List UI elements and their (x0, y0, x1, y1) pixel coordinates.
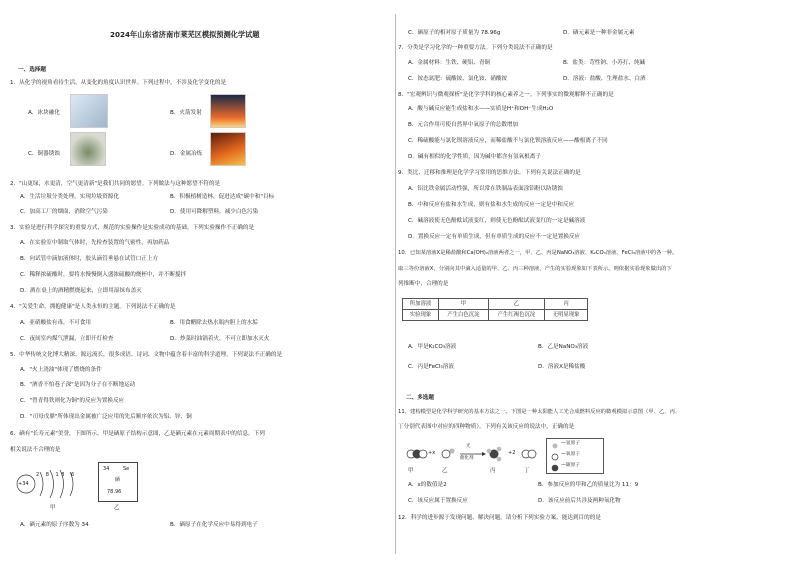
rocket-launch-image (210, 94, 246, 128)
q10-option-a: A．甲是K₂CO₃溶液 (408, 344, 457, 350)
bronze-vessel-image (70, 132, 106, 166)
table-row (403, 299, 588, 310)
q4-option-a: A．亚硝酸盐有毒，不可食用 (20, 320, 91, 326)
q11-stem-line2: 丁分别代表图中对应的四种物质）。下列有关该反应的说法中，正确的是 (398, 424, 575, 430)
q10-stem-line1: 10．已知某溶液X是稀盐酸和Ca(OH)₂溶液两者之一，甲、乙、丙是NaNO₃溶液、K₂CO₃溶液、FeCl₃溶液中的各一种。 (398, 250, 678, 256)
q6-option-a: A．硒元素的原子序数为 34 (20, 522, 89, 528)
table-cell: 甲 (439, 299, 489, 310)
coefficient-x: +x (428, 450, 436, 456)
q11-option-c: C．该反应属于置换反应 (408, 498, 468, 504)
table-cell: 产生红褐色沉淀 (488, 310, 544, 321)
cell-mass: 78.96 (107, 489, 122, 495)
ice-melting-image (70, 94, 108, 128)
label-jia: 甲 (408, 468, 414, 474)
coefficient-2: +2 (508, 450, 516, 456)
q3-option-b: B．向试管中滴加液体时，胶头滴管垂悬在试管口正上方 (20, 256, 159, 262)
q5-option-d: D．"司母戊鼎"所体现出金属被广泛应用的先后顺序依次为铝、锌、铜 (20, 414, 192, 420)
atom-shell-label: 2 8 18 6 (36, 472, 77, 478)
label-ding: 丁 (524, 468, 530, 474)
q7-option-b: B．盐类：苛性钠、小苏打、纯碱 (563, 60, 646, 66)
arrow-label-light: 光 (466, 444, 471, 449)
label-bing: 丙 (490, 468, 496, 474)
arrow-label-catalyst: 催化剂 (460, 456, 474, 461)
q11-option-b: B．参加反应的甲和乙的质量比为 11：9 (538, 482, 639, 488)
legend-box (546, 438, 604, 474)
column-divider (395, 14, 396, 554)
q8-option-b: B．元合作用可使自然界中氧原子的总数增加 (408, 122, 519, 128)
q10-option-c: C．丙是FeCl₃溶液 (408, 364, 454, 370)
q1-option-d: D．金属冶炼 (170, 151, 203, 157)
diagram-label-yi: 乙 (114, 505, 120, 511)
cell-symbol: Se (123, 466, 130, 472)
q2-option-c: C．加高工厂的烟囱，消除空气污染 (20, 209, 108, 215)
legend-hydrogen: —氢原子 (561, 441, 581, 446)
table-cell: 所加溶液 (403, 299, 439, 310)
q7-stem: 7．分类是学习化学的一种重要方法。下列分类说法不正确的是 (398, 45, 553, 51)
table-cell: 丙 (545, 299, 588, 310)
q9-option-d: D．置换反应一定有单质生成，但有单质生成的反应不一定是置换反应 (408, 234, 581, 240)
diagram-label-jia: 甲 (50, 505, 56, 511)
q5-stem: 5．中华传统文化博大精深，源远流长，很多成语、诗词、文物中蕴含着丰富的科学道理。下列说法不正确的是 (10, 352, 283, 358)
section-heading: 一、选择题 (18, 67, 46, 73)
cell-atomic-number: 34 (103, 466, 110, 472)
page-title: 2024年山东省济南市莱芜区模拟预测化学试题 (110, 30, 260, 39)
cell-name: 硒 (115, 477, 121, 483)
q12-stem: 12．科学的进步源于发现问题、解决问题。请分析下列实验方案，能达到目的的是 (398, 515, 601, 521)
q6-option-c: C．硒原子的相对原子质量为 78.96g (408, 30, 501, 36)
label-yi: 乙 (442, 468, 448, 474)
q11-option-a: A．x的数值是2 (408, 482, 447, 488)
q6-stem-line1: 6．硒有"长寿元素"美誉，下图所示，甲是硒原子结构示意图，乙是硒元素在元素周期表中的信息。下列 (10, 431, 265, 437)
q8-option-a: A．酸与碱反应能生成盐和水——实质是H⁺和OH⁻生成H₂O (408, 106, 554, 112)
legend-carbon: —碳原子 (561, 463, 581, 468)
q7-option-d: D．溶液：盐酸、生理盐水、白酒 (563, 76, 646, 82)
q10-table (402, 298, 588, 321)
q9-stem: 9．类比、迁移和推理是化学学习常用的思维方法。下列有关说法正确的是 (398, 170, 581, 176)
atom-nucleus-label: +34 (18, 481, 29, 487)
table-cell: 乙 (488, 299, 544, 310)
periodic-cell (98, 462, 138, 502)
q5-option-b: B．"酒香不怕巷子深"是因为分子在不断地运动 (20, 382, 136, 388)
legend-oxygen: —氧原子 (561, 452, 581, 457)
q4-option-d: D．炒菜时油锅着火，不可立即加水灭火 (170, 336, 270, 342)
left-column (10, 0, 393, 562)
q3-option-c: C．稀释浓硫酸时，要将水慢慢倒入盛浓硫酸的烧杯中，并不断搅拌 (20, 272, 187, 278)
q10-stem-line3: 列推断中，合理的是 (398, 281, 449, 287)
right-column (398, 0, 784, 562)
q6-option-b: B．硒原子在化学反应中易得到电子 (170, 522, 258, 528)
q10-option-b: B．乙是NaNO₃溶液 (538, 344, 589, 350)
q2-option-b: B．积极植树造林，促进达成"碳中和"目标 (170, 194, 275, 200)
q3-option-d: D．洒在桌上的酒精燃烧起来，立即用湿抹布盖灭 (20, 288, 142, 294)
legend-swatches (550, 442, 560, 474)
q9-option-b: B．中和反应有盐和水生成，则有盐和水生成的反应一定是中和反应 (408, 202, 575, 208)
q3-stem: 3．实验是进行科学探究的重要方式，规范的实验操作是实验成功的基础。下列实验操作不正确的是 (10, 225, 255, 231)
q5-option-c: C．"曾青得铁则化为铜"的反应为置换反应 (20, 398, 125, 404)
metal-smelting-image (210, 132, 246, 166)
q8-option-c: C．稀硫酸能与氯化钡溶液反应，而稀盐酸不与氯化钡溶液反应——酸根离子不同 (408, 138, 608, 144)
q4-option-c: C．夜间室内煤气泄漏，立即开灯检查 (20, 336, 114, 342)
q6-stem-line2: 相关说法不合理的是 (10, 447, 61, 453)
q2-stem: 2．"山更绿，水更清，空气更清新"是我们共同的愿望。下列做法与这种愿望不符的是 (10, 181, 221, 187)
q7-option-a: A．金属材料：生铁、硬铝、青铜 (408, 60, 491, 66)
q8-option-d: D．碱有相似的化学性质，因为碱中都含有氢氧根离子 (408, 154, 541, 160)
q4-stem: 4．"关爱生命，拥抱健康"是人类永恒的主题。下列说法不正确的是 (10, 304, 176, 310)
q10-option-d: D．溶液X是稀盐酸 (538, 364, 586, 370)
q1-option-c: C．铜器锈蚀 (28, 151, 60, 157)
q2-option-a: A．生活垃圾分类处理，实现垃圾资源化 (20, 194, 119, 200)
table-cell: 无明显现象 (545, 310, 588, 321)
q11-option-d: D．该反应前后共涉及两种氧化物 (538, 498, 621, 504)
q1-option-b: B．火箭发射 (170, 110, 202, 116)
q11-stem-line1: 11．建构模型是化学科学研究的基本方法之一。下图是一种太阳能人工光合成燃料反应的微观模拟示意图（甲、乙、丙、 (398, 409, 681, 415)
q3-option-a: A．在实验室中制取气体时，先检查装置的气密性，再加药品 (20, 240, 170, 246)
q9-option-a: A．铝比铁金属活动性强，所以常在铁制品表面涂铝粉以防锈蚀 (408, 186, 563, 192)
q9-option-c: C．碱溶液使无色酚酞试液变红，则使无色酚酞试液变红的一定是碱溶液 (408, 218, 586, 224)
q5-option-a: A．"火上浇油"体现了燃烧的条件 (20, 367, 102, 373)
q7-option-c: C．铵态氮肥：硫酸铵、氯化铵、硝酸铵 (408, 76, 508, 82)
q4-option-b: B．用食醋除去热水瓶内胆上的水垢 (170, 320, 258, 326)
table-cell: 实验现象 (403, 310, 439, 321)
q1-stem: 1．从化学的视角看待生活，从变化的角度认识世界。下列过程中，不涉及化学变化的是 (10, 80, 227, 86)
q8-stem: 8．"宏观辨识与微观探析"是化学学科的核心素养之一。下列事实的微观解释不正确的是 (398, 92, 614, 98)
q10-stem-line2: 取三等份溶液X，分别向其中滴入适量的甲、乙、丙三种溶液，产生的实验现象如下表所示。则依据实验现象做出的下 (398, 266, 672, 272)
q6-option-d: D．硒元素是一种非金属元素 (563, 30, 635, 36)
table-cell: 产生白色沉淀 (439, 310, 489, 321)
table-row (403, 310, 588, 321)
q1-option-a: A．冰块融化 (28, 110, 60, 116)
section-heading-2: 二、多选题 (406, 395, 434, 401)
q2-option-d: D．使用可降解塑料，减少白色污染 (170, 209, 259, 215)
